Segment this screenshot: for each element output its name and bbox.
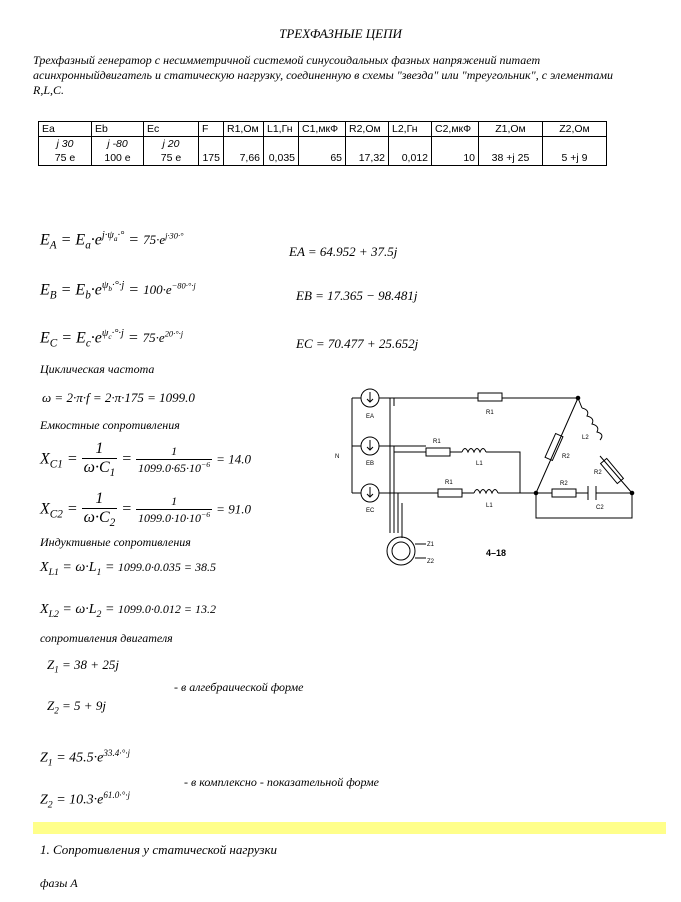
label-z1: Z1 [427,542,435,548]
equation-z2-exp: $Z_2 = 10.3\cdot e^{61.0\cdot^\circ\cdot j}$ [40,790,130,811]
header-cell: Ea [39,122,92,137]
table-cell: 5 +j 9 [543,151,607,166]
header-cell: R2,Ом [346,122,389,137]
table-row [39,137,607,152]
label-motor: сопротивления двигателя [40,631,173,645]
equation-xc1-result: = 14.0 [216,451,251,467]
table-cell: 38 +j 25 [479,151,543,166]
section-heading: 1. Сопротивления у статической нагрузки [40,842,278,857]
page-title: ТРЕХФАЗНЫЕ ЦЕПИ [279,26,402,41]
table-cell: j 30 [39,137,92,152]
equation-z1-exp: $Z_1 = 45.5\cdot e^{33.4\cdot^\circ\cdot j}$ [40,748,130,769]
label-eb: EB [366,461,375,467]
table-cell: j 20 [144,137,199,152]
table-cell: 175 [199,151,224,166]
label-z2: Z2 [427,559,435,565]
header-cell: F [199,122,224,137]
label-r2: R2 [560,481,568,487]
diagram-caption: 4–18 [486,548,507,558]
label-r1: R1 [433,439,441,445]
label-r2: R2 [562,454,570,460]
table-cell: 65 [299,151,346,166]
equation-eb: $E_B = E_b\cdot e^{\psi_b\cdot^\circ\cdot j} = 100\cdot e^{-80\cdot^\circ\cdot j}$ [40,280,196,302]
header-cell: Z1,Ом [479,122,543,137]
resistor-r2-c [552,489,576,497]
table-cell: 75 e [39,151,92,166]
equation-xc2: $X_{C2}$ = $\frac{1}{\omega\cdot C_2}$ = $\frac{1}{1099.0\cdot 10\cdot 10^{-6}}$ = 91.0 [40,490,251,530]
label-inductive: Индуктивные сопротивления [40,535,191,549]
label-r2: R2 [594,470,602,476]
intro-paragraph: Трехфазный генератор с несимметричной системой синусоидальных фазных напряжений питает асинхронныйдвигатель и статическую нагрузку, соединенную в схемы "звезда" или "треугольник", с элементами R,L,C. [33,53,613,97]
equation-z1-alg: $Z_1 = 38 + 25j$ [47,657,119,675]
header-cell: C1,мкФ [299,122,346,137]
capacitor-c2 [588,486,596,500]
highlight-bar [33,822,666,834]
equation-ec-result: EC = 70.477 + 25.652j [296,336,419,351]
label-ec: EC [366,508,375,514]
label-l2: L2 [582,435,589,441]
resistor-r1-a [478,393,502,401]
header-cell: C2,мкФ [432,122,479,137]
label-n: N [335,454,340,460]
table-cell: 7,66 [224,151,264,166]
equation-xl1: $X_{L1} = \omega\cdot L_1 = 1099.0\cdot 0.035 = 38.5$ [40,560,217,578]
equation-xl2: $X_{L2} = \omega\cdot L_2 = 1099.0\cdot 0.012 = 13.2$ [40,602,217,620]
header-cell: L1,Гн [264,122,299,137]
equation-omega: ω = 2·π·f = 2·π·175 = 1099.0 [42,390,195,405]
label-capacitive: Емкостные сопротивления [40,418,180,432]
label-algebraic-form: - в алгебраической форме [174,680,304,694]
resistor-r1-c [438,489,462,497]
header-cell: Ec [144,122,199,137]
parameters-table [38,121,607,166]
table-cell: 0,035 [264,151,299,166]
label-exponential-form: - в комплексно - показательной форме [184,775,379,789]
equation-ec: $E_C = E_c\cdot e^{\psi_c\cdot^\circ\cdot j} = 75\cdot e^{20\cdot^\circ\cdot j}$ [40,328,184,350]
motor [387,537,415,565]
table-cell: j -80 [92,137,144,152]
header-cell: Eb [92,122,144,137]
table-row [39,151,607,166]
label-cyclic-frequency: Циклическая частота [40,362,155,376]
table-cell: 10 [432,151,479,166]
header-cell: R1,Ом [224,122,264,137]
label-r1: R1 [486,410,494,416]
source-eb [361,437,379,455]
resistor-r1-b [426,448,450,456]
table-cell: 0,012 [389,151,432,166]
inductor-l1-c [474,490,498,494]
label-c2: C2 [596,505,604,511]
phase-a-label: фазы A [40,876,78,890]
equation-ea-result: EA = 64.952 + 37.5j [289,244,398,259]
table-cell: 75 e [144,151,199,166]
label-ea: EA [366,414,375,420]
inductor-l1-b [462,449,486,453]
label-r1: R1 [445,480,453,486]
source-ea [361,389,379,407]
table-cell: 17,32 [346,151,389,166]
label-l1: L1 [486,503,493,509]
table-cell: 100 e [92,151,144,166]
header-cell: Z2,Ом [543,122,607,137]
label-l1: L1 [476,461,483,467]
equation-xc2-result: = 91.0 [216,501,251,517]
source-ec [361,484,379,502]
equation-xc1: $X_{C1}$ = $\frac{1}{\omega\cdot C_1}$ = $\frac{1}{1099.0\cdot 65\cdot 10^{-6}}$ = 14.0 [40,440,251,480]
equation-z2-alg: $Z_2 = 5 + 9j$ [47,698,106,716]
circuit-diagram [330,378,650,574]
header-cell: L2,Гн [389,122,432,137]
equation-eb-result: EB = 17.365 − 98.481j [296,288,418,303]
equation-ea: $E_A = E_a\cdot e^{j\cdot\psi_a\cdot^\circ} = 75\cdot e^{j\cdot 30\cdot^\circ}$ [40,230,184,252]
table-header-row [39,122,607,137]
